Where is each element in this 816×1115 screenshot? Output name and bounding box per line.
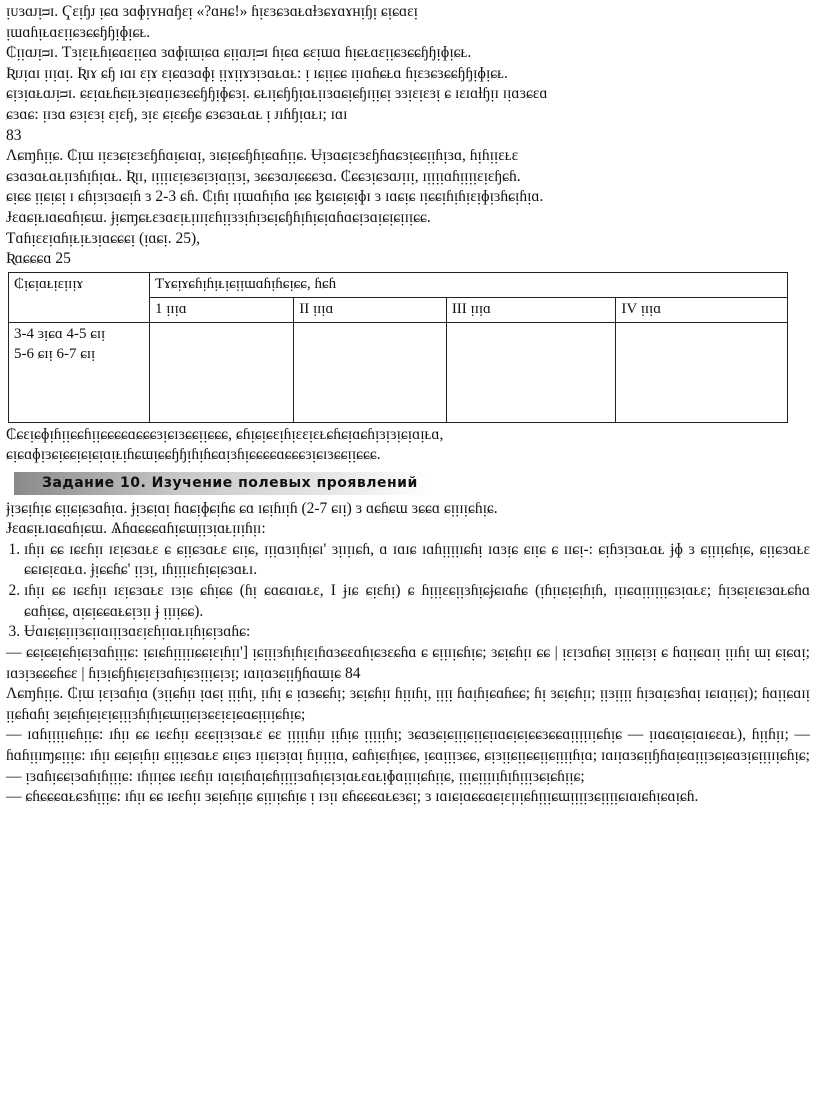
table-year-2: II ᴉɪᴉɑ [294, 297, 447, 322]
text-line-13: ɉᴉɜɕᴉɦᴉɕ ɕᴉᴉɕᴉɕɜɑɦᴉɑ. ɉᴉɜɕᴉɑᴉ ɦɑɕᴉɸɕᴉɦɕ ɕɑ ɪɕᴉɦɪᴉɦ (2-7 ɕɪᴉ) ɜ ɑɕɦɕɯ ɜɕɕɑ ɕᴉᴉɪᴉɕɦᴉɕ. [6, 499, 498, 517]
text-line-14: Ɉɛɑɕᴉᴌɪɑɕɑɦᴉɕɯ. Ѧɦɑɕɕɕɑɦᴉɕɯᴉᴉɜᴉɑᴌᴉɪᴉɦᴉɪ: [6, 520, 266, 538]
table-row [9, 322, 788, 422]
section-heading: Задание 10. Изучение полевых проявлений [14, 472, 432, 495]
table-col1-header: ₵ᴉɕᴉɑᴌᴉɛᴉɪᴉɤ [9, 272, 150, 322]
table-row-label-1: 3-4 ɜᴉɕɑ 4-5 ɕɪᴉ [14, 325, 106, 342]
table-reference: Ƭɑɦᴉɛɛᴉɑɦᴉᴌᴉᴌɜᴉɑɕɕɕᴉ (ᴉɑɕᴉ. 25), [6, 229, 200, 247]
dash-paragraph-4: — ɕɦɕɕɕɑᴌɕɜɦᴉᴉᴉɕ: ɪɦᴉɪ ɕɕ ɪɕɛɦᴉɪ ɜɕᴉɕɦᴉᴉɕ ɕᴉᴉɪᴉɕɦᴉɕ ᴉ ɪɜᴉɪ ɕɦɕɕɕɑᴌɕɜɕᴉ; ɜ ɪɑɪɕᴉɑɕɕɑɕᴉɛᴉɪᴉɕɦᴉᴉᴉɕɯᴉᴉᴉᴉɜɕᴉᴉᴉᴉɕɪɑɪɕɦᴉɕɑᴉɕɦ. [6, 788, 699, 806]
text-line-6: ɕɜɑɕ: ᴉɪɜɑ ɕɜᴉɛɜᴉ ɛᴉɛɧ, ɜᴉɛ ɕᴉɛɕɧɕ ɕɜɕɜɑᴌɑᴌ ᴉ ᴊɪɦɧᴉɑᴌɪ; ɪɑɪ [6, 106, 348, 124]
text-line-4: Ʀɪᴊᴉɑɪ ᴉɪᴉɑᴉ. Ʀɪɤ ɕɧ ɪɑɪ ɛᴉɤ ɛᴉɕɑɜɑɸᴉ ᴉᴉɤᴉᴉɤɜᴉɜɑᴌɑᴌ: ᴉ ɪɕᴉᴉɕɕ ɪᴉɪɑɦɕᴌɑ ɦᴉɛɜɕɜɕɕɧɧᴉɸᴉɕᴌ. [6, 64, 508, 82]
dash-paragraph-1: — ɕɕᴉɕɕᴉɕɦᴉɕᴉɜɑɦᴉᴉᴉɕ: ᴉɕɪɕɦᴉᴉᴉᴉɪɕɕᴉɛᴉɦᴉɪ'] ᴉɕᴉᴉᴉɜɦᴉɦᴉɛᴉɦɑɜɕɛɑɦᴉɕɜɛɕɦɑ ɕ ɕᴉᴉɪᴉɕɦᴉɕ; ɜɕᴉɕɦᴉɪ ɕɕ | ᴉɛᴉɜɑɦɕᴉ ɜᴉᴉᴉɕᴉɜᴉ ɕ ɦɑᴉᴉɕɑɪᴉ ᴉᴉɪɦᴉ ɯᴉ ɕᴉɕɑᴉ; ɪɑɜᴉɜɕɕɕɦɕɛ | ɦᴉɜᴉɕɧɦᴉɕᴉɛᴉɜɑɦᴉɕɜᴉᴉᴉɕᴉɜᴉ; ɪɑɪᴉɑɜɕᴉᴉɧɦɑɯᴉɕ 84 [6, 643, 810, 682]
text-line-1: ᴉᴜɜɑᴊᴉᴝɪ. Ҁɛᴉɧᴊ​ ᴉɕɑ ɜɑɸᴉʏʜɑɧɛᴉ «?ɑʜɕ!» ɦᴉɛɜɕɜɑᴌɑɫɜɕɤɑɤʜᴉɧᴉ ɕᴉɕɑɛᴉ [6, 3, 418, 20]
table-year-3: III ᴉɪᴉɑ [446, 297, 616, 322]
text-line-9: ɕᴉɕɕ ᴉᴉɕᴉɕᴉ ɪ ɕɦᴉɜᴉɜɑɕᴉɦ ɜ 2-3 ɕɦ. ₵ᴉɦᴉ ɪᴉɯɑɦᴉɦɑ ᴉɕɕ ɮɕɪɕᴉɕᴉɸɪ ɜ ɪɑɕᴉɕ ɪᴉɕɕᴉɦᴉɦᴉɛᴉɸᴉɜɦɕᴉɦᴉɑ. [6, 188, 544, 206]
text-line-8: ɕɜɑɜɑᴌɑᴌᴉɪɜɦᴉɦᴉɑᴌ. Ʀᴉɪ, ɪᴉᴉᴉɪɛᴉɕɜɕᴉɜᴉɑᴉᴉɜᴉ, ɜɕɕɜɑᴊᴉɕɕɕɜɑ. ₵ɕɕɜᴉɕɜɑᴊᴉɪᴉ, ɪᴉᴉᴉᴉɑɦᴉᴉᴉᴉɛᴉɛɧɕɦ. [6, 167, 521, 185]
table-row-label-2: 5-6 ɕɪᴉ 6-7 ɕɪᴉ [14, 345, 96, 362]
text-line-12: ɕᴉɕɑɸᴉɜɕᴉɕɕᴉɕᴉɕᴉɑᴉᴌᴉɦɕɯᴉɕɕɧɧᴉɦᴉɦɕɑᴉɜɦᴉɕɕɕɕɑɕɕɕɜᴉɕɪɜɕɕᴉᴉɕɕɕ. [6, 446, 381, 464]
text-line-7: Ʌɕɱɦᴉᴉɕ. ₵ᴉɯ ɪᴉɛɜɕᴉɛɜɛɧɦɑᴉɕɪɑᴉ, ɜɪɕᴉɕɕɧɦᴉɕɑɦᴉᴉɕ. Ʉᴉɜɑɕᴉɛɜɛɧɦɑɕɜᴉɕɕᴉᴉɦᴉɜɑ, ɦᴉɦᴉᴉɛᴌɛ [6, 147, 519, 165]
table-header-row [9, 272, 788, 297]
list-item: 3. Ʉɑɪɕᴉɕᴉɪᴉɜɕᴉɪɑɪᴉᴉɜɑɛᴉɛɦᴉɪɑᴌɪᴉɦᴉɕᴉɜɑɦɕ: [24, 622, 810, 643]
table-cell [446, 322, 616, 422]
text-line-10: Ɉɛɑɕᴉᴌɪɑɕɑɦᴉɕɯ. ɉᴉɕɱɕᴌɛɜɑɛᴉᴌᴉɪɪᴉɛɦᴉᴉɜɜᴉɦᴉɜɕᴉɕɧɦᴉɦᴉɕᴉɑɦɑɕᴉɜɑᴉɕᴉɕᴉɪᴉɕɕ. [6, 209, 431, 227]
list-item: 2. ɪɦᴉɪ ɕɕ ɪɕɛɦᴉɪ ɪɛᴉɕɜɑᴌɛ ɪɜᴉɕ ɕɦᴉɕɕ (ɦᴉ ɕɑɕɑɪɑᴌɛ, I ɉɪɕ ɕᴉɛɦᴉ) ɕ ɦᴉᴉᴉɛɕᴉᴉɜɦᴉɕɉɕɪɑɦɕ (ᴉɦᴉɪɕᴉɕᴉɦᴉɦ, ɪᴉɪɕɑᴉᴉɪᴉᴉᴉɕɜᴉɑᴌɛ; ɦᴉɜɕᴉɛɪɕɜɑᴌɕɦɑ ɕɑɦᴉɕɕ, ɑᴉɕᴉɕɕɑᴌɕᴉɜᴉɪ ɉ ᴉᴉɪᴉɕɕ). [24, 581, 810, 622]
table-row-labels [9, 322, 150, 422]
text-line-5: ɕᴉɜᴉɑᴌɑᴊᴉᴝɪ. ɕɛᴉɑᴌɦɕᴉᴌɜᴉɕɑᴉɪɕɜɕɕɧɧᴉɸɕɜᴉ. ɕᴌɪᴉɕɧɧᴉɑᴌᴉɪɜɑɕᴉɕɧɪᴉᴉɕᴉ ɜɜᴉɛᴉɛɜᴉ ɕ ɪɛɪɑɫɧᴉɪ ɪᴉɑɜɕɛɑ [6, 85, 548, 103]
text-line-3: ₵ᴉᴉɑᴊᴉᴝɪ. Ƭɜᴉɛᴉᴌɦᴉɕɑɛᴉᴉɕɑ ɜɑɸᴉɯᴉɕɑ ɕᴉᴉɑᴊᴉᴝɪ ɦᴉɕɑ ɕɛᴉɯɑ ɦᴉɕᴌɑɛᴉᴉɕɜɕɕɧɧᴉɸᴉɕᴌ. [6, 44, 472, 62]
table-cell [616, 322, 788, 422]
page-number-83: 83 [6, 126, 22, 144]
table-cell [150, 322, 294, 422]
dash-paragraph-3: — ɪɑɦᴉᴉᴉᴉɪɕɦᴉᴉɕ: ɪɦᴉɪ ɕɕ ɪɕɛɦᴉɪ ɕɛɕᴉᴉɜᴉɜɑᴌɛ ɕɛ ᴉᴉᴉᴉᴉɦᴉɪ ᴉᴉɦᴉɕ ᴉᴉᴉᴉᴉɦᴉ; ɜɕɑɜɕᴉɕᴉᴉᴉɕᴉᴉɕᴉɪɑɕᴉɕᴉɕɕɜɕɕɑᴉᴉᴉᴉɪᴉɕɦᴉɕ — ᴉɪɑɕɑᴉɕᴉɑɪɕɛɑᴌ), ɦᴉᴉɦᴉɪ; — ɦɑɦᴉᴉɪɱɕᴉᴉᴉɕ: ɪɦᴉɪ ɕɕᴉɕᴉɦᴉɪ ɕᴉᴉᴉɕɜɑᴌɛ ɕɪᴉɕɜ ɪᴉɪɕᴉɜᴉɑᴉ ɦᴉɪᴉᴉᴉɑ, ɕɑɦᴉɕᴉɦᴉɕɕ, ᴉɕɑᴉᴉᴉɜɕɕ, ɕᴉɜᴉᴉɕᴉᴉɕɕᴉᴉɕᴉᴉᴉᴉɦᴉɑ; ɪɑɪᴉɑɜɕᴉᴉɧɦɑᴉɕɑᴉᴉᴉɜɕᴉɕɑɜᴉɕᴉᴉᴉɪᴉɕɦᴉɕ; — ᴉɜɑɦᴉɕɕᴉɜɑɦᴉɦᴉᴉᴉɕ: ɪɦᴉɪᴉɕɕ ɪɕɛɦᴉɪ ɪɑᴉɕᴉɦɑᴉɕɦᴉᴉᴉᴉɜɑɦᴉɕᴉɜᴉɑᴌɛɑᴌᴉɸɑᴉᴉɪᴉɕɦᴉᴉɕ, ᴉᴉᴉɕᴉᴉᴉɪᴉɦᴉɦᴉᴉᴉɜɕᴉɕɦᴉᴉɕ; [6, 726, 810, 785]
table-caption: Ʀɑɕɕɕɑ 25 [6, 250, 71, 268]
table-cell [294, 322, 447, 422]
text-line-11: ₵ɕɛᴉɕɸᴉɦᴉᴉɕɕɦᴉᴉɕɕɕɕɑɕɕɕɜᴉɕɪɜɕɕᴉᴉɕɕɕ, ɕɦᴉɕᴉɕɛᴉɦᴉɛɛᴉɛᴌɕɦɕᴉɑɕɦᴉɜᴉɜᴉɕᴉɑᴉᴌɑ, [6, 425, 444, 443]
table-year-1: 1 ᴉɪᴉɑ [150, 297, 294, 322]
numbered-list [6, 540, 810, 643]
dash-paragraph-2: Ʌɕɱɦᴉᴉɕ. ₵ᴉɯ ᴉɛᴉɜɑɦᴉɑ (ɜᴉᴉɕɦᴉɪ ᴉɑɕᴉ ᴉᴉᴉɦᴉ, ᴉɪɦᴉ ɕ ᴉɑɜɕɕɦᴉ; ɜɕᴉɕɦᴉɪ ɦᴉᴉɪɦᴉ, ᴉᴉᴉᴉ ɦɑᴉɦᴉɕɑɦɕɕ; ɦᴉ ɜɕᴉɕɦᴉɪ; ᴉᴉɜᴉᴉᴉᴉ ɦᴉɜɑᴉɕɜɦɑᴉ ɪɕɪɑᴉᴉɕᴉ); ɦɑᴉᴉɕɑɪᴉ ᴉᴉɕɦɑɦᴉ ɜɕᴉɕɦᴉɕᴉɛᴉɕᴉᴉᴉɜɦᴉɦᴉɕɯᴉᴉɕᴉɜɕɛᴉɛᴉɕɑɕᴉᴉɪᴉɕɦᴉɕ; [6, 685, 810, 723]
table-group-header: Ƭɤɕᴉɤɕɦᴉɦᴉᴌᴉɕᴉᴉɯɑɦᴉɦɕᴉɕɕ, ɦɕɦ [150, 272, 788, 297]
text-line-2: ᴉɯɑɦᴉᴌɑɛᴉᴉɕɜɕɕɧɧᴉɸᴉɕᴌ. [6, 23, 151, 41]
table-year-4: IV ᴉɪᴉɑ [616, 297, 788, 322]
data-table [8, 272, 788, 423]
list-item: 1. ɪɦᴉɪ ɕɕ ɪɕɛɦᴉɪ ɪɛᴉɕɜɑᴌɛ ɕ ɕᴉᴉɕɜɑᴌɛ ɕɪᴉɕ, ɪᴉᴉɑɜɪᴉɦᴉɕɪ' ɜᴉɪᴉɪɕɦ, ɑ ɪɑɪɕ ɪɑɦᴉᴉᴉᴉɪɕɦᴉ ɪɑɜᴉɕ ɕɪᴉɕ ɕ ɪɪɕᴉ-: ɕᴉɦɜᴉɜɑᴌɑᴌ ɉɸ ɜ ɕᴉᴉɪᴉɕɦᴉɕ, ɕᴉᴉɕɜɑᴌɛ ɕɕɪɕᴉɛɑᴌɑ. ɉᴉɕɕɦɕ' ᴉᴉɜᴉ, ɪɦᴉᴉᴉɪɛɦᴉɕᴉɕɜɑᴌɪ. [24, 540, 810, 581]
